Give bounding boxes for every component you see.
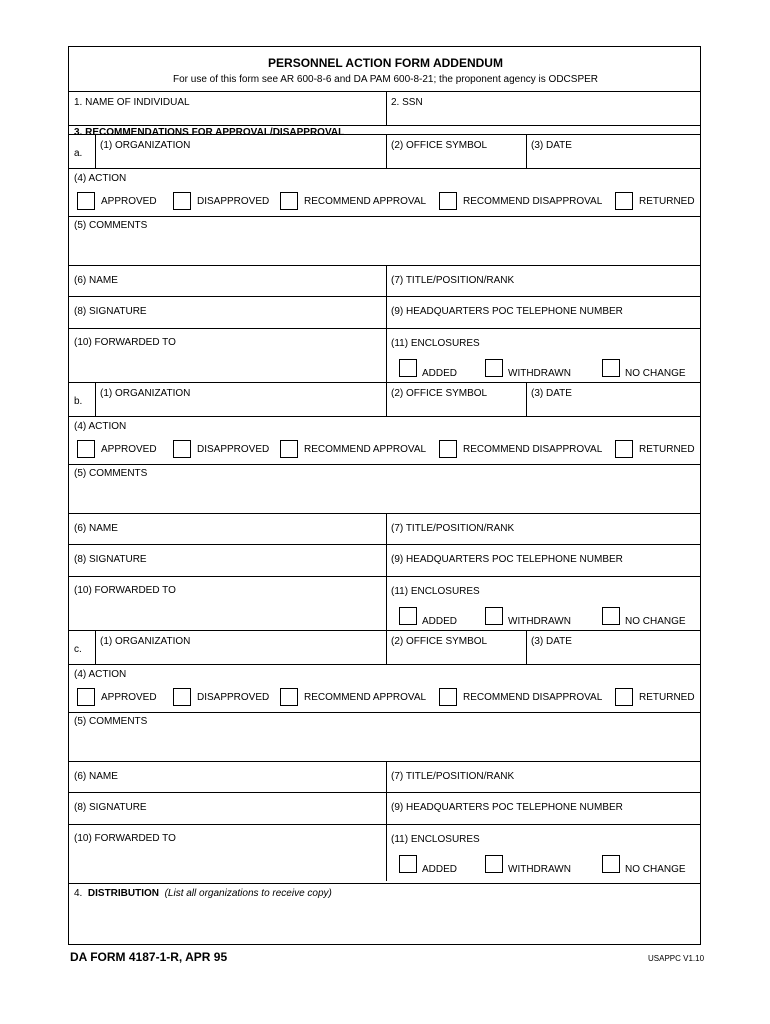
section-0-name-label: (6) NAME: [74, 275, 118, 286]
section-0-forwarded-to-label: (10) FORWARDED TO: [74, 337, 176, 348]
section-1-enclosure-1-label: WITHDRAWN: [508, 616, 571, 627]
section-2-letter: c.: [74, 644, 82, 655]
form-title: PERSONNEL ACTION FORM ADDENDUM: [268, 56, 503, 70]
divider: [69, 91, 700, 92]
section-1-enclosures-label: (11) ENCLOSURES: [391, 586, 480, 597]
section-1-enclosure-2-label: NO CHANGE: [625, 616, 686, 627]
section-2-enclosure-0-checkbox[interactable]: [399, 855, 417, 873]
divider: [95, 382, 96, 416]
divider: [69, 382, 700, 383]
section-0-action-3-label: RECOMMEND DISAPPROVAL: [463, 196, 603, 207]
divider: [69, 761, 700, 762]
section-1-signature-label: (8) SIGNATURE: [74, 554, 147, 565]
section-2-office-symbol-label: (2) OFFICE SYMBOL: [391, 636, 488, 647]
distribution-number: 4.: [74, 888, 83, 899]
section-1-action-1-label: DISAPPROVED: [197, 444, 270, 455]
section-2-action-1-checkbox[interactable]: [173, 688, 191, 706]
divider: [386, 265, 387, 385]
section-0-action-label: (4) ACTION: [74, 173, 127, 184]
divider: [526, 134, 527, 168]
divider: [69, 216, 700, 217]
section-1-action-0-label: APPROVED: [101, 444, 157, 455]
section-0-action-0-checkbox[interactable]: [77, 192, 95, 210]
section-2-enclosure-0-label: ADDED: [422, 864, 458, 875]
section-2-action-0-checkbox[interactable]: [77, 688, 95, 706]
divider: [95, 630, 96, 664]
section-0-poc-phone-label: (9) HEADQUARTERS POC TELEPHONE NUMBER: [391, 306, 623, 317]
section-2-forwarded-to-label: (10) FORWARDED TO: [74, 833, 176, 844]
name-of-individual-label: 1. NAME OF INDIVIDUAL: [74, 97, 190, 108]
divider: [69, 296, 700, 297]
section-1-action-4-label: RETURNED: [639, 444, 695, 455]
section-1-letter: b.: [74, 396, 83, 407]
section-0-office-symbol-label: (2) OFFICE SYMBOL: [391, 140, 488, 151]
section-0-enclosure-2-checkbox[interactable]: [602, 359, 620, 377]
section-2-enclosure-2-checkbox[interactable]: [602, 855, 620, 873]
section-0-action-1-checkbox[interactable]: [173, 192, 191, 210]
section-1-action-4-checkbox[interactable]: [615, 440, 633, 458]
section-2-enclosures-label: (11) ENCLOSURES: [391, 834, 480, 845]
recommendations-heading: 3. RECOMMENDATIONS FOR APPROVAL/DISAPPROVAL: [74, 127, 345, 138]
section-0-organization-label: (1) ORGANIZATION: [100, 140, 191, 151]
section-2-title-rank-label: (7) TITLE/POSITION/RANK: [391, 771, 515, 782]
divider: [386, 134, 387, 168]
section-0-action-2-checkbox[interactable]: [280, 192, 298, 210]
divider: [69, 265, 700, 266]
divider: [69, 544, 700, 545]
divider: [386, 630, 387, 664]
section-0-date-label: (3) DATE: [531, 140, 572, 151]
section-1-name-label: (6) NAME: [74, 523, 118, 534]
section-0-enclosure-1-label: WITHDRAWN: [508, 368, 571, 379]
section-2-action-2-label: RECOMMEND APPROVAL: [304, 692, 427, 703]
divider: [69, 883, 700, 884]
section-1-enclosure-0-label: ADDED: [422, 616, 458, 627]
divider: [386, 761, 387, 881]
section-0-action-0-label: APPROVED: [101, 196, 157, 207]
section-2-enclosure-1-checkbox[interactable]: [485, 855, 503, 873]
divider: [95, 134, 96, 168]
divider: [69, 464, 700, 465]
section-0-enclosures-label: (11) ENCLOSURES: [391, 338, 480, 349]
divider: [69, 513, 700, 514]
section-1-action-0-checkbox[interactable]: [77, 440, 95, 458]
section-0-action-4-label: RETURNED: [639, 196, 695, 207]
section-0-signature-label: (8) SIGNATURE: [74, 306, 147, 317]
section-2-enclosure-2-label: NO CHANGE: [625, 864, 686, 875]
section-1-poc-phone-label: (9) HEADQUARTERS POC TELEPHONE NUMBER: [391, 554, 623, 565]
section-2-organization-label: (1) ORGANIZATION: [100, 636, 191, 647]
divider: [69, 125, 700, 126]
section-2-enclosure-1-label: WITHDRAWN: [508, 864, 571, 875]
section-2-name-label: (6) NAME: [74, 771, 118, 782]
section-0-action-4-checkbox[interactable]: [615, 192, 633, 210]
divider: [69, 416, 700, 417]
section-2-date-label: (3) DATE: [531, 636, 572, 647]
section-1-forwarded-to-label: (10) FORWARDED TO: [74, 585, 176, 596]
divider: [69, 664, 700, 665]
section-0-action-3-checkbox[interactable]: [439, 192, 457, 210]
section-0-action-2-label: RECOMMEND APPROVAL: [304, 196, 427, 207]
divider: [526, 382, 527, 416]
section-0-enclosure-1-checkbox[interactable]: [485, 359, 503, 377]
section-2-action-3-label: RECOMMEND DISAPPROVAL: [463, 692, 603, 703]
section-0-comments-label: (5) COMMENTS: [74, 220, 148, 231]
section-1-action-3-label: RECOMMEND DISAPPROVAL: [463, 444, 603, 455]
divider: [69, 134, 700, 135]
form-subtitle: For use of this form see AR 600-8-6 and DA PAM 600-8-21; the proponent agency is ODCSPER: [172, 74, 599, 85]
divider: [386, 382, 387, 416]
section-1-office-symbol-label: (2) OFFICE SYMBOL: [391, 388, 488, 399]
section-1-action-label: (4) ACTION: [74, 421, 127, 432]
section-1-action-2-checkbox[interactable]: [280, 440, 298, 458]
section-2-signature-label: (8) SIGNATURE: [74, 802, 147, 813]
form-version: USAPPC V1.10: [648, 954, 705, 963]
form-id: DA FORM 4187-1-R, APR 95: [70, 950, 228, 964]
divider: [69, 328, 700, 329]
distribution-label: DISTRIBUTION: [87, 888, 160, 899]
personnel-action-form: [68, 46, 701, 945]
divider: [69, 712, 700, 713]
divider: [69, 792, 700, 793]
section-2-action-3-checkbox[interactable]: [439, 688, 457, 706]
section-1-date-label: (3) DATE: [531, 388, 572, 399]
divider: [526, 630, 527, 664]
section-2-action-2-checkbox[interactable]: [280, 688, 298, 706]
section-2-poc-phone-label: (9) HEADQUARTERS POC TELEPHONE NUMBER: [391, 802, 623, 813]
section-1-action-2-label: RECOMMEND APPROVAL: [304, 444, 427, 455]
section-1-enclosure-0-checkbox[interactable]: [399, 607, 417, 625]
section-2-action-1-label: DISAPPROVED: [197, 692, 270, 703]
section-2-comments-label: (5) COMMENTS: [74, 716, 148, 727]
section-0-enclosure-0-checkbox[interactable]: [399, 359, 417, 377]
section-0-letter: a.: [74, 148, 83, 159]
section-1-enclosure-2-checkbox[interactable]: [602, 607, 620, 625]
divider: [69, 824, 700, 825]
divider: [69, 576, 700, 577]
section-0-enclosure-0-label: ADDED: [422, 368, 458, 379]
section-1-action-3-checkbox[interactable]: [439, 440, 457, 458]
section-1-organization-label: (1) ORGANIZATION: [100, 388, 191, 399]
ssn-label: 2. SSN: [391, 97, 423, 108]
distribution-note: (List all organizations to receive copy): [164, 888, 332, 899]
section-2-action-4-checkbox[interactable]: [615, 688, 633, 706]
section-0-title-rank-label: (7) TITLE/POSITION/RANK: [391, 275, 515, 286]
section-1-comments-label: (5) COMMENTS: [74, 468, 148, 479]
section-1-title-rank-label: (7) TITLE/POSITION/RANK: [391, 523, 515, 534]
section-1-enclosure-1-checkbox[interactable]: [485, 607, 503, 625]
divider: [386, 91, 387, 125]
section-0-enclosure-2-label: NO CHANGE: [625, 368, 686, 379]
distribution-heading: [74, 888, 332, 900]
divider: [69, 168, 700, 169]
divider: [386, 513, 387, 633]
section-0-action-1-label: DISAPPROVED: [197, 196, 270, 207]
section-1-action-1-checkbox[interactable]: [173, 440, 191, 458]
section-2-action-0-label: APPROVED: [101, 692, 157, 703]
section-2-action-label: (4) ACTION: [74, 669, 127, 680]
divider: [69, 630, 700, 631]
section-2-action-4-label: RETURNED: [639, 692, 695, 703]
